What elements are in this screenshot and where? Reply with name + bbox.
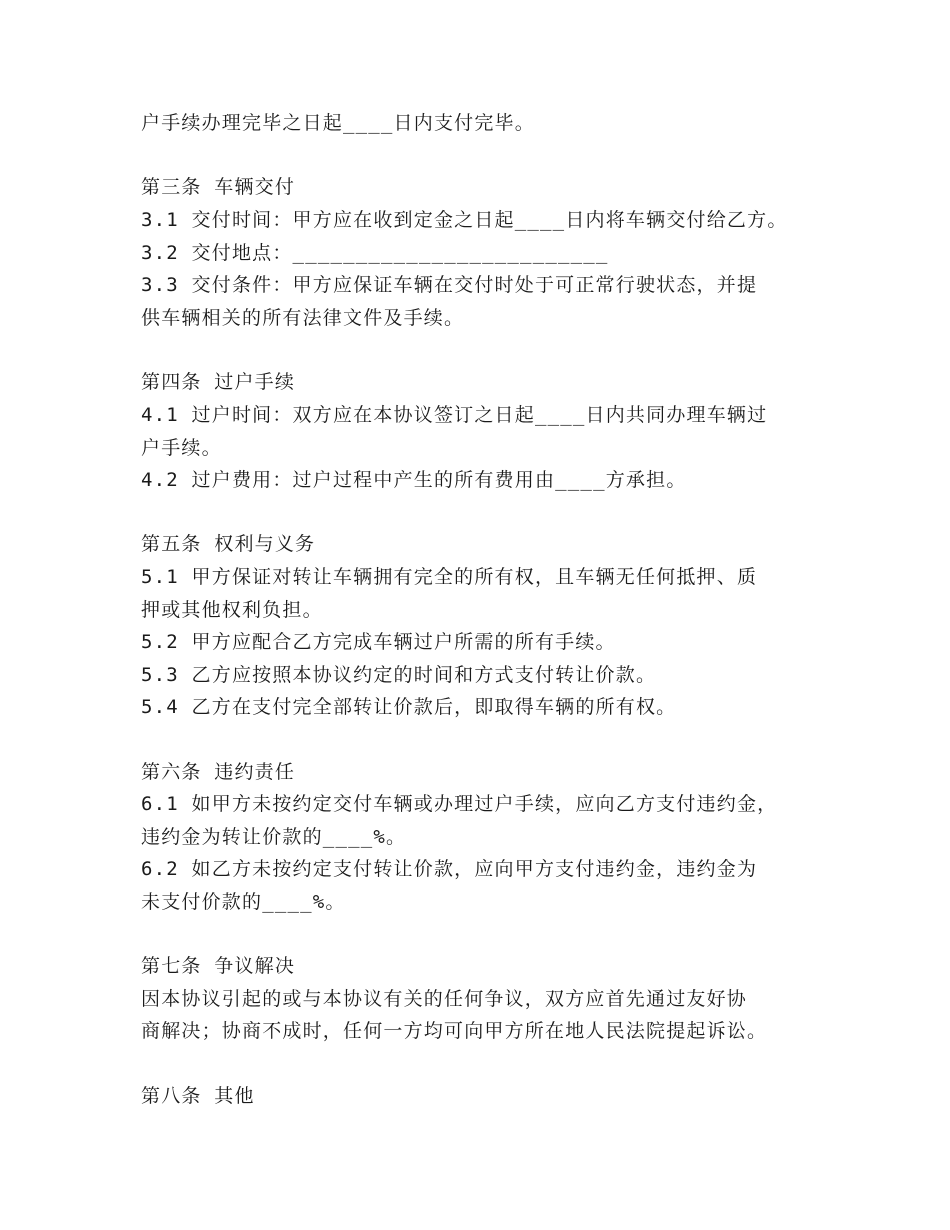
text-line: 3.3 交付条件：甲方应保证车辆在交付时处于可正常行驶状态，并提 — [141, 274, 758, 296]
section-heading: 第六条 违约责任 — [141, 761, 296, 783]
section-heading: 第七条 争议解决 — [141, 955, 296, 977]
section-heading: 第三条 车辆交付 — [141, 176, 296, 198]
section-heading: 第四条 过户手续 — [141, 371, 296, 393]
text-line: 6.1 如甲方未按约定交付车辆或办理过户手续，应向乙方支付违约金， — [141, 793, 778, 815]
text-line: 4.1 过户时间：双方应在本协议签订之日起____日内共同办理车辆过 — [141, 404, 768, 426]
text-line: 户手续。 — [141, 437, 222, 459]
text-line: 押或其他权利负担。 — [141, 599, 323, 621]
text-line: 未支付价款的____%。 — [141, 891, 346, 913]
section-heading: 第八条 其他 — [141, 1085, 255, 1107]
text-line: 违约金为转让价款的____%。 — [141, 826, 407, 848]
text-line: 户手续办理完毕之日起____日内支付完毕。 — [141, 112, 535, 134]
text-line: 5.4 乙方在支付完全部转让价款后，即取得车辆的所有权。 — [141, 696, 677, 718]
text-line: 因本协议引起的或与本协议有关的任何争议，双方应首先通过友好协 — [141, 988, 748, 1010]
text-line: 6.2 如乙方未按约定支付转让价款，应向甲方支付违约金，违约金为 — [141, 858, 758, 880]
text-line: 5.1 甲方保证对转让车辆拥有完全的所有权，且车辆无任何抵押、质 — [141, 566, 758, 588]
text-line: 5.3 乙方应按照本协议约定的时间和方式支付转让价款。 — [141, 664, 657, 686]
text-line: 3.2 交付地点：_________________________ — [141, 242, 609, 264]
text-line: 4.2 过户费用：过户过程中产生的所有费用由____方承担。 — [141, 469, 687, 491]
text-line: 供车辆相关的所有法律文件及手续。 — [141, 307, 465, 329]
text-line: 商解决；协商不成时，任何一方均可向甲方所在地人民法院提起诉讼。 — [141, 1020, 768, 1042]
text-line: 5.2 甲方应配合乙方完成车辆过户所需的所有手续。 — [141, 631, 616, 653]
text-line: 3.1 交付时间：甲方应在收到定金之日起____日内将车辆交付给乙方。 — [141, 209, 788, 231]
section-heading: 第五条 权利与义务 — [141, 533, 316, 555]
